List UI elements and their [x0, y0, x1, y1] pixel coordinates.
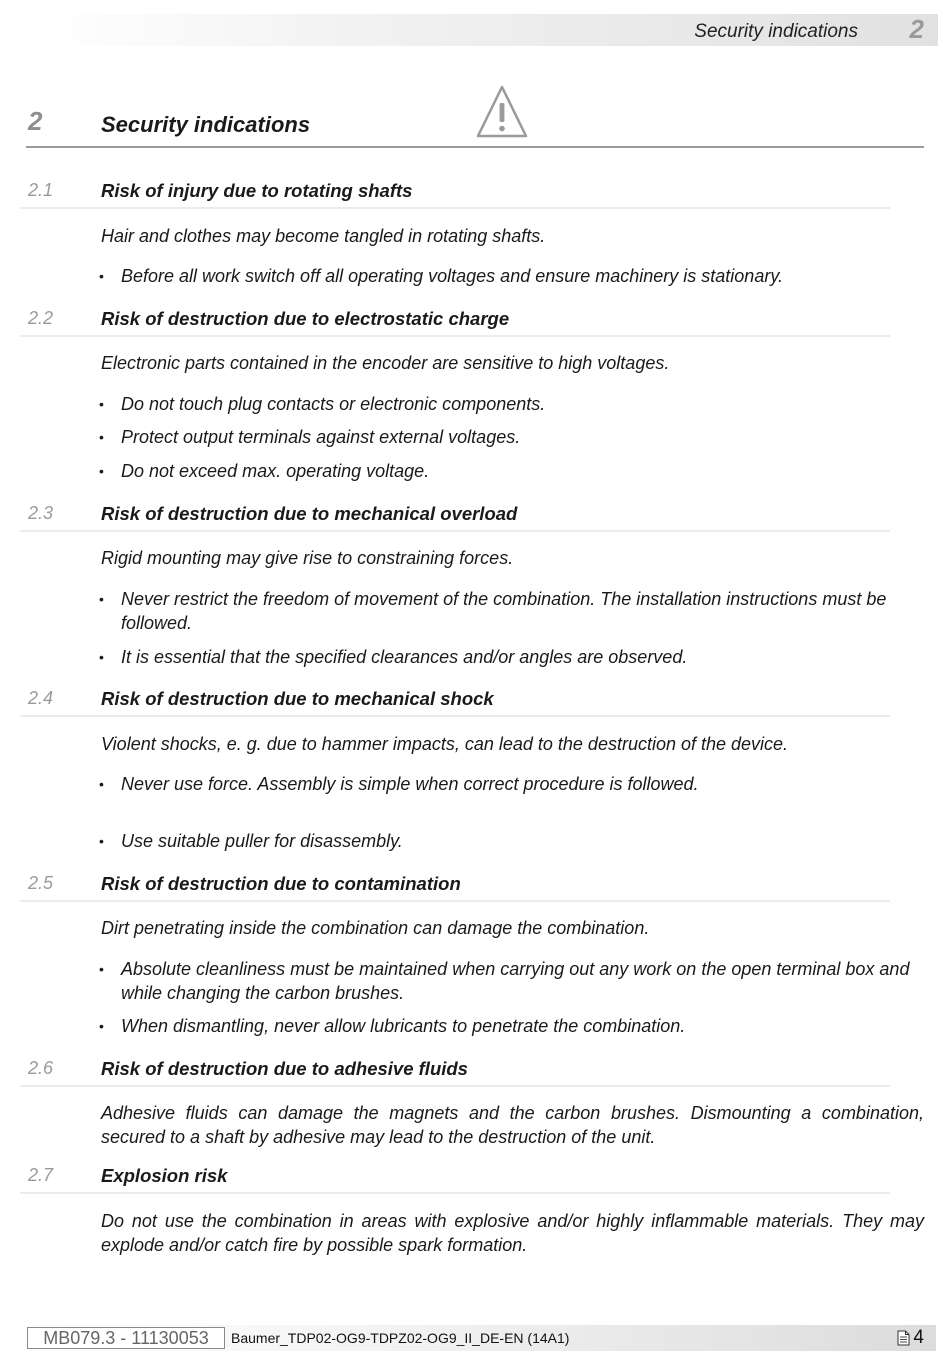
section-title: Risk of injury due to rotating shafts — [101, 180, 413, 201]
section-number: 2.1 — [28, 180, 54, 200]
bullet-text: Before all work switch off all operating voltages and ensure machinery is stationary. — [121, 266, 783, 286]
section-title: Risk of destruction due to mechanical shock — [101, 688, 494, 709]
bullet-dot: • — [99, 463, 104, 479]
bullet-item — [101, 459, 924, 483]
page-number: 4 — [913, 1327, 924, 1348]
section-heading-2-6 — [20, 1058, 890, 1087]
bullet-item — [101, 772, 924, 796]
section-number: 2.3 — [28, 503, 54, 523]
section-intro: Hair and clothes may become tangled in rotating shafts. — [101, 226, 546, 246]
bullet-dot: • — [99, 429, 104, 445]
bullet-dot: • — [99, 833, 104, 849]
section-intro: Adhesive fluids can damage the magnets and the carbon brushes. Dismounting a combination, secured to a shaft by adhesive may lead to the destruction of the unit. — [101, 1103, 924, 1147]
bullet-text: Never use force. Assembly is simple when correct procedure is followed. — [121, 774, 699, 794]
bullet-text: Do not touch plug contacts or electronic components. — [121, 394, 546, 414]
chapter-title: Security indications — [101, 112, 311, 137]
section-number: 2.4 — [28, 688, 54, 708]
page-footer — [14, 1325, 936, 1351]
bullet-text: Never restrict the freedom of movement of the combination. The installation instructions must be followed. — [121, 589, 887, 633]
section-title: Risk of destruction due to mechanical overload — [101, 503, 518, 524]
page-header — [40, 14, 938, 46]
doc-number: MB079.3 - 11130053 — [27, 1327, 225, 1349]
section-heading-2-3 — [20, 503, 890, 532]
section-heading-2-5 — [20, 873, 890, 902]
section-title: Explosion risk — [101, 1165, 228, 1186]
bullet-text: Use suitable puller for disassembly. — [121, 831, 403, 851]
header-chapter-number: 2 — [909, 14, 924, 44]
section-number: 2.7 — [28, 1165, 54, 1185]
bullet-dot: • — [99, 649, 104, 665]
bullet-dot: • — [99, 268, 104, 284]
section-number: 2.2 — [28, 308, 54, 328]
bullet-dot: • — [99, 776, 104, 792]
section-intro: Violent shocks, e. g. due to hammer impacts, can lead to the destruction of the device. — [101, 734, 789, 754]
doc-file-name: Baumer_TDP02-OG9-TDPZ02-OG9_II_DE-EN (14A1) — [231, 1330, 570, 1346]
bullet-dot: • — [99, 396, 104, 412]
section-number: 2.5 — [28, 873, 54, 893]
chapter-heading — [26, 84, 924, 148]
document-page-icon — [897, 1330, 910, 1346]
bullet-text: It is essential that the specified clearances and/or angles are observed. — [121, 647, 688, 667]
header-title: Security indications — [694, 21, 858, 42]
section-intro: Do not use the combination in areas with explosive and/or highly inflammable materials. They may explode and/or catch fire by possible spark formation. — [101, 1211, 924, 1255]
section-heading-2-4 — [20, 688, 890, 717]
section-title: Risk of destruction due to adhesive fluids — [101, 1058, 468, 1079]
section-intro: Dirt penetrating inside the combination can damage the combination. — [101, 918, 650, 938]
bullet-item — [101, 392, 924, 416]
bullet-item — [101, 425, 924, 449]
bullet-dot: • — [99, 1018, 104, 1034]
bullet-item — [101, 587, 924, 635]
bullet-text: When dismantling, never allow lubricants to penetrate the combination. — [121, 1016, 686, 1036]
bullet-item — [101, 645, 924, 669]
section-heading-2-1 — [20, 180, 890, 209]
bullet-text: Do not exceed max. operating voltage. — [121, 461, 430, 481]
bullet-text: Absolute cleanliness must be maintained when carrying out any work on the open terminal box and while changing the carbon brushes. — [121, 959, 910, 1003]
bullet-item — [101, 1014, 924, 1038]
bullet-text: Protect output terminals against external voltages. — [121, 427, 521, 447]
section-number: 2.6 — [28, 1058, 54, 1078]
section-intro: Rigid mounting may give rise to constraining forces. — [101, 548, 514, 568]
bullet-item — [101, 264, 924, 288]
warning-triangle-icon — [475, 84, 529, 140]
section-heading-2-7 — [20, 1165, 890, 1194]
bullet-dot: • — [99, 591, 104, 607]
bullet-item — [101, 829, 924, 853]
section-intro: Electronic parts contained in the encoder are sensitive to high voltages. — [101, 353, 670, 373]
bullet-item — [101, 957, 924, 1005]
bullet-dot: • — [99, 961, 104, 977]
section-heading-2-2 — [20, 308, 890, 337]
section-title: Risk of destruction due to electrostatic charge — [101, 308, 510, 329]
section-title: Risk of destruction due to contamination — [101, 873, 461, 894]
chapter-number: 2 — [28, 106, 43, 136]
